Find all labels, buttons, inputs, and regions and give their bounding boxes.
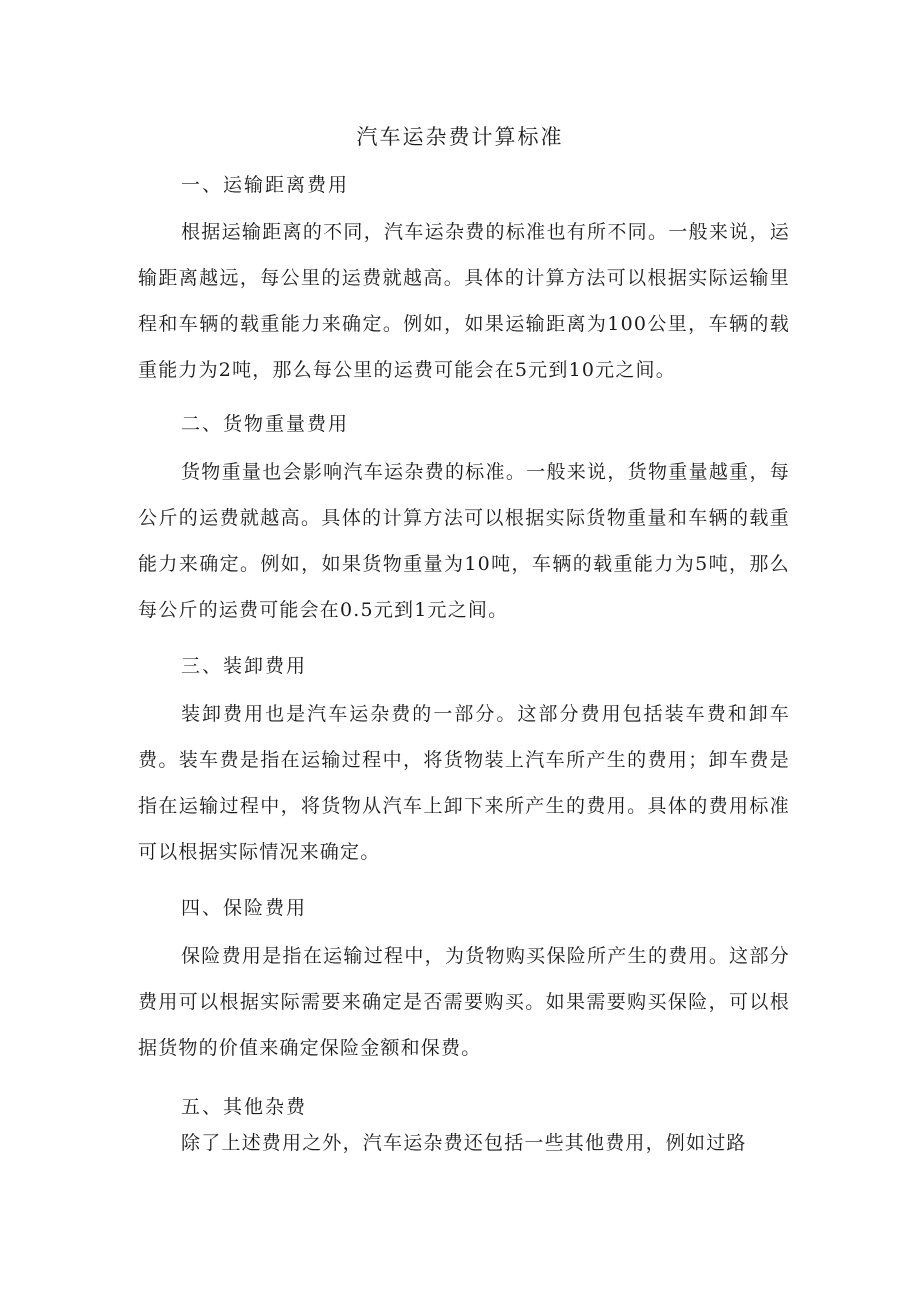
section-heading-insurance: 四、保险费用 bbox=[181, 897, 308, 919]
section-body-loading: 装卸费用也是汽车运杂费的一部分。这部分费用包括装车费和卸车费。装车费是指在运输过程中，将货物装上汽车所产生的费用；卸车费是指在运输过程中，将货物从汽车上卸下来所产生的费用。具体的费用标准可以根据实际情况来确定。 bbox=[138, 703, 790, 863]
section-body-distance: 根据运输距离的不同，汽车运杂费的标准也有所不同。一般来说，运输距离越远，每公里的运费就越高。具体的计算方法可以根据实际运输里程和车辆的载重能力来确定。例如，如果运输距离为100公里，车辆的载重能力为2吨，那么每公里的运费可能会在5元到10元之间。 bbox=[138, 221, 790, 381]
section-body-misc: 除了上述费用之外，汽车运杂费还包括一些其他费用，例如过路 bbox=[181, 1132, 747, 1154]
section-body-insurance: 保险费用是指在运输过程中，为货物购买保险所产生的费用。这部分费用可以根据实际需要来确定是否需要购买。如果需要购买保险，可以根据货物的价值来确定保险金额和保费。 bbox=[138, 945, 790, 1059]
section-body-weight: 货物重量也会影响汽车运杂费的标准。一般来说，货物重量越重，每公斤的运费就越高。具体的计算方法可以根据实际货物重量和车辆的载重能力来确定。例如，如果货物重量为10吨，车辆的载重能力为5吨，那么每公斤的运费可能会在0.5元到1元之间。 bbox=[138, 461, 790, 621]
document-title: 汽车运杂费计算标准 bbox=[356, 125, 564, 149]
section-heading-loading: 三、装卸费用 bbox=[181, 655, 308, 677]
section-heading-distance: 一、运输距离费用 bbox=[181, 174, 350, 196]
section-heading-misc: 五、其他杂费 bbox=[181, 1096, 308, 1118]
section-heading-weight: 二、货物重量费用 bbox=[181, 413, 350, 435]
